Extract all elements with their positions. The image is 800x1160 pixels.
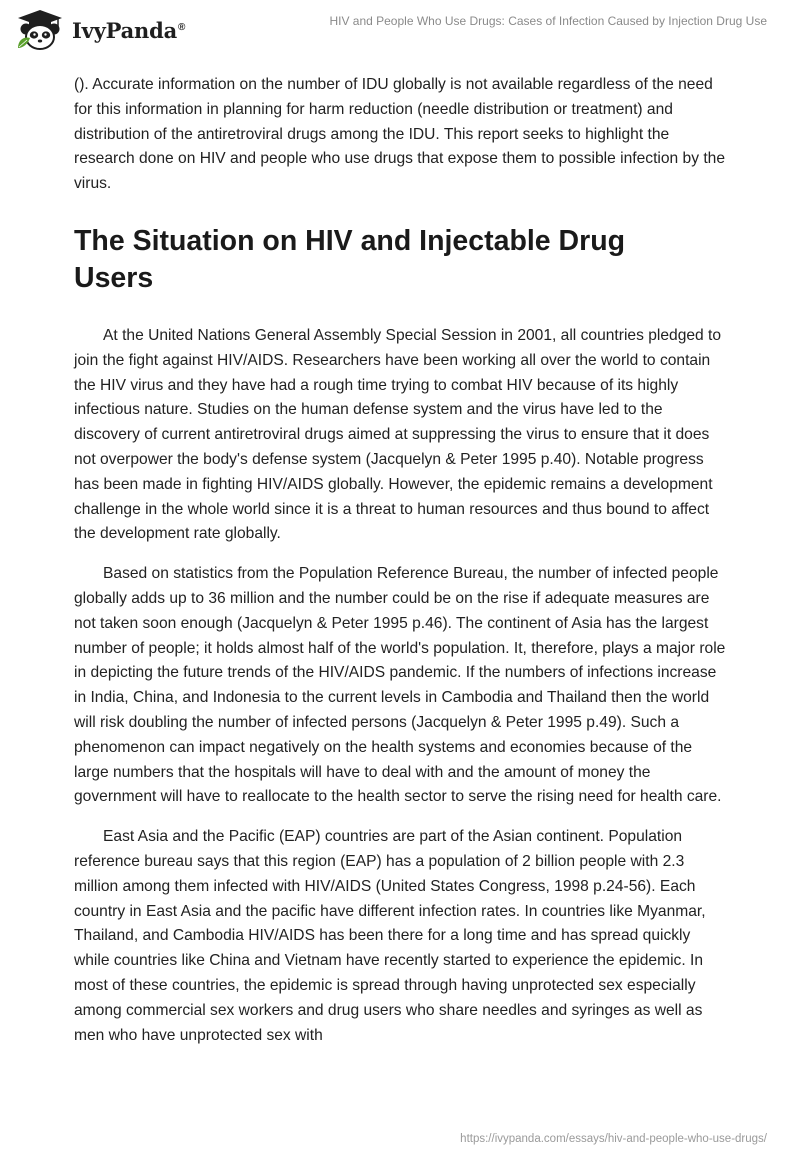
section-heading: The Situation on HIV and Injectable Drug Users <box>74 224 626 294</box>
logo-text: IvyPanda <box>72 17 178 43</box>
body-paragraph: East Asia and the Pacific (EAP) countries are part of the Asian continent. Population reference bureau says that this region (EAP) has a population of 2 billion people with 2.3 million among them infected with HIV/AIDS (United States Congress, 1998 p.24-56). Each country in East Asia and the pacific have different infection rates. In countries like Myanmar, Thailand, and Cambodia HIV/AIDS has been there for a long time and has spread quickly while countries like China and Vietnam have recently started to experience the epidemic. In most of these countries, the epidemic is spread through having unprotected sex especially among commercial sex workers and drug users who share needles and syringes as well as men who have unprotected sex with <box>74 828 706 1044</box>
registered-mark: ® <box>178 21 186 33</box>
page-header <box>0 0 800 56</box>
body-paragraph: Based on statistics from the Population Reference Bureau, the number of infected people globally adds up to 36 million and the number could be on the rise if adequate measures are not taken soon enough (Jacquelyn & Peter 1995 p.46). The continent of Asia has the largest number of people; it holds almost half of the world's population. It, therefore, plays a major role in depicting the future trends of the HIV/AIDS pandemic. If the numbers of infections increase in India, China, and Indonesia to the current levels in Cambodia and Thailand then the world will risk doubling the number of infected persons (Jacquelyn & Peter 1995 p.49). Such a phenomenon can impact negatively on the health systems and economies because of the large numbers that the hospitals will have to deal with and the amount of money the government will have to reallocate to the health sector to serve the rising need for health care. <box>74 565 726 806</box>
document-title: HIV and People Who Use Drugs: Cases of Infection Caused by Injection Drug Use <box>329 14 767 28</box>
essay-body <box>74 73 730 1063</box>
intro-paragraph: (). Accurate information on the number of IDU globally is not available regardless of the need for this information in planning for harm reduction (needle distribution or treatment) and distribution of the antiretroviral drugs among the IDU. This report seeks to highlight the research done on HIV and people who use drugs that expose them to possible infection by the virus. <box>74 76 726 193</box>
logo-wordmark <box>72 18 185 43</box>
body-paragraph: At the United Nations General Assembly Special Session in 2001, all countries pledged to join the fight against HIV/AIDS. Researchers have been working all over the world to contain the HIV virus and they have had a rough time trying to combat HIV because of its highly infectious nature. Studies on the human defense system and the virus have led to the discovery of current antiretroviral drugs aimed at suppressing the virus to ensure that it does not overpower the body's defense system (Jacquelyn & Peter 1995 p.40). Notable progress has been made in fighting HIV/AIDS globally. However, the epidemic remains a development challenge in the whole world since it is a threat to human resources and thus bound to affect the development rate globally. <box>74 326 722 543</box>
source-url[interactable]: https://ivypanda.com/essays/hiv-and-people-who-use-drugs/ <box>460 1133 767 1145</box>
panda-graduate-icon <box>14 8 66 52</box>
ivypanda-logo[interactable] <box>14 8 185 52</box>
